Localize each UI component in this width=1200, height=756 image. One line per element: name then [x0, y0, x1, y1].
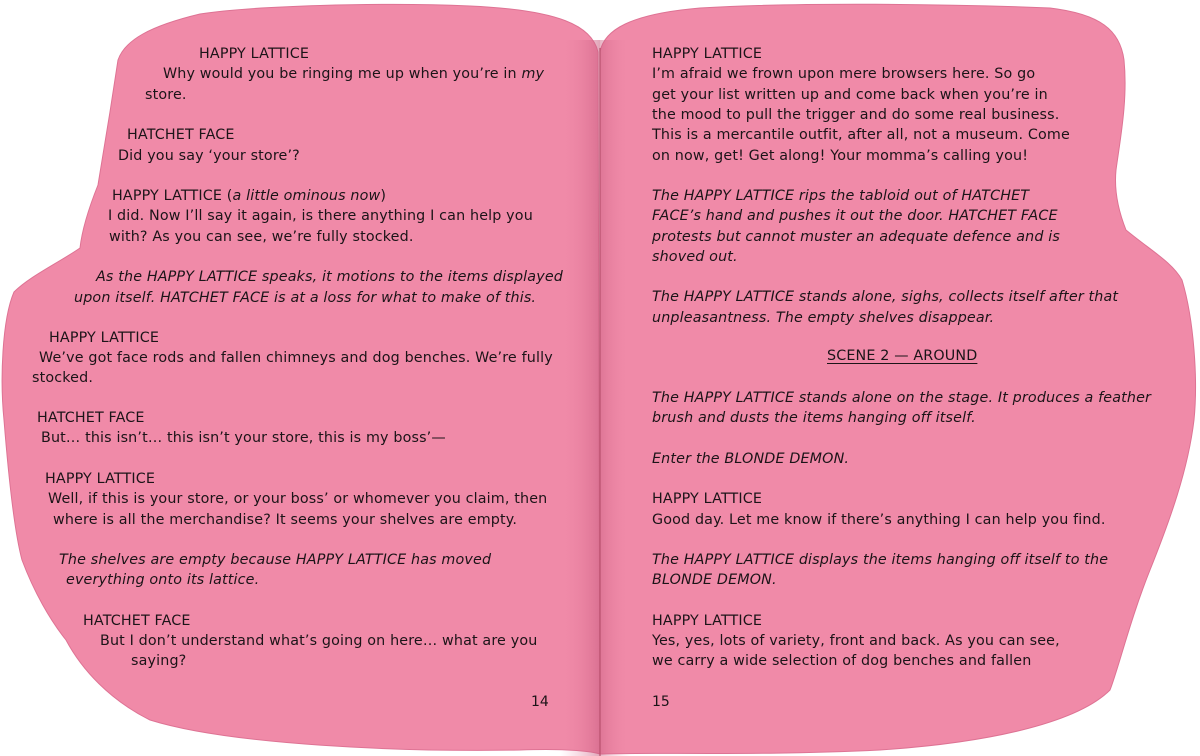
dialogue-span: ): [380, 188, 387, 204]
script-line: HAPPY LATTICE: [652, 46, 763, 62]
script-line: HAPPY LATTICE: [45, 471, 156, 487]
script-line: But I don’t understand what’s going on here… what are you: [100, 633, 538, 649]
script-line: HAPPY LATTICE: [652, 613, 763, 629]
script-line: The HAPPY LATTICE stands alone, sighs, collects itself after that: [652, 289, 1119, 305]
script-line: BLONDE DEMON.: [652, 572, 777, 588]
script-line: The HAPPY LATTICE stands alone on the stage. It produces a feather: [652, 390, 1152, 406]
scene-heading: SCENE 2 — AROUND: [827, 348, 978, 364]
stage-direction-span: my: [521, 66, 545, 82]
script-line: The HAPPY LATTICE displays the items hanging off itself to the: [652, 552, 1109, 568]
dialogue-span: Why would you be ringing me up when you’re in: [163, 66, 522, 82]
script-line: FACE’s hand and pushes it out the door. HATCHET FACE: [652, 208, 1058, 224]
left-page-number: 14: [531, 694, 549, 710]
script-line: store.: [145, 87, 187, 103]
dialogue-span: HAPPY LATTICE (: [112, 188, 233, 204]
script-line: HAPPY LATTICE: [199, 46, 310, 62]
script-line: protests but cannot muster an adequate defence and is: [652, 229, 1060, 245]
script-line: on now, get! Get along! Your momma’s calling you!: [652, 148, 1029, 164]
script-line: We’ve got face rods and fallen chimneys and dog benches. We’re fully: [39, 350, 553, 366]
script-line: Well, if this is your store, or your boss’ or whomever you claim, then: [48, 491, 548, 507]
spine-shadow-left: [560, 40, 600, 756]
script-line: The shelves are empty because HAPPY LATTICE has moved: [59, 552, 492, 568]
script-line: Good day. Let me know if there’s anything I can help you find.: [652, 512, 1106, 528]
right-page-number: 15: [652, 694, 670, 710]
script-line: get your list written up and come back when you’re in: [652, 87, 1048, 103]
script-line: HAPPY LATTICE: [652, 491, 763, 507]
script-line: Enter the BLONDE DEMON.: [652, 451, 850, 467]
script-line: As the HAPPY LATTICE speaks, it motions to the items displayed: [96, 269, 563, 285]
script-line: HATCHET FACE: [127, 127, 235, 143]
spine-shadow-right: [600, 40, 630, 756]
script-line: But… this isn’t… this isn’t your store, this is my boss’—: [41, 430, 446, 446]
script-line: [112, 186, 386, 206]
script-line: I’m afraid we frown upon mere browsers here. So go: [652, 66, 1036, 82]
script-line: saying?: [131, 653, 187, 669]
script-line: stocked.: [32, 370, 94, 386]
script-line: the mood to pull the trigger and do some real business.: [652, 107, 1060, 123]
script-line: HAPPY LATTICE: [49, 330, 160, 346]
script-line: shoved out.: [652, 249, 738, 265]
script-line: where is all the merchandise? It seems your shelves are empty.: [53, 512, 518, 528]
script-line: with? As you can see, we’re fully stocked.: [109, 229, 414, 245]
script-line: Did you say ‘your store’?: [118, 148, 300, 164]
script-line: brush and dusts the items hanging off itself.: [652, 410, 976, 426]
script-line: The HAPPY LATTICE rips the tabloid out of HATCHET: [652, 188, 1030, 204]
script-line: unpleasantness. The empty shelves disappear.: [652, 310, 995, 326]
script-line: HATCHET FACE: [83, 613, 191, 629]
script-line: we carry a wide selection of dog benches and fallen: [652, 653, 1032, 669]
script-line: Yes, yes, lots of variety, front and back. As you can see,: [652, 633, 1060, 649]
stage-direction-span: a little ominous now: [232, 188, 381, 204]
script-line: This is a mercantile outfit, after all, not a museum. Come: [652, 127, 1070, 143]
script-line: upon itself. HATCHET FACE is at a loss for what to make of this.: [74, 290, 537, 306]
script-line: HATCHET FACE: [37, 410, 145, 426]
script-line: I did. Now I’ll say it again, is there anything I can help you: [108, 208, 533, 224]
script-line: [163, 64, 544, 84]
script-line: everything onto its lattice.: [66, 572, 260, 588]
